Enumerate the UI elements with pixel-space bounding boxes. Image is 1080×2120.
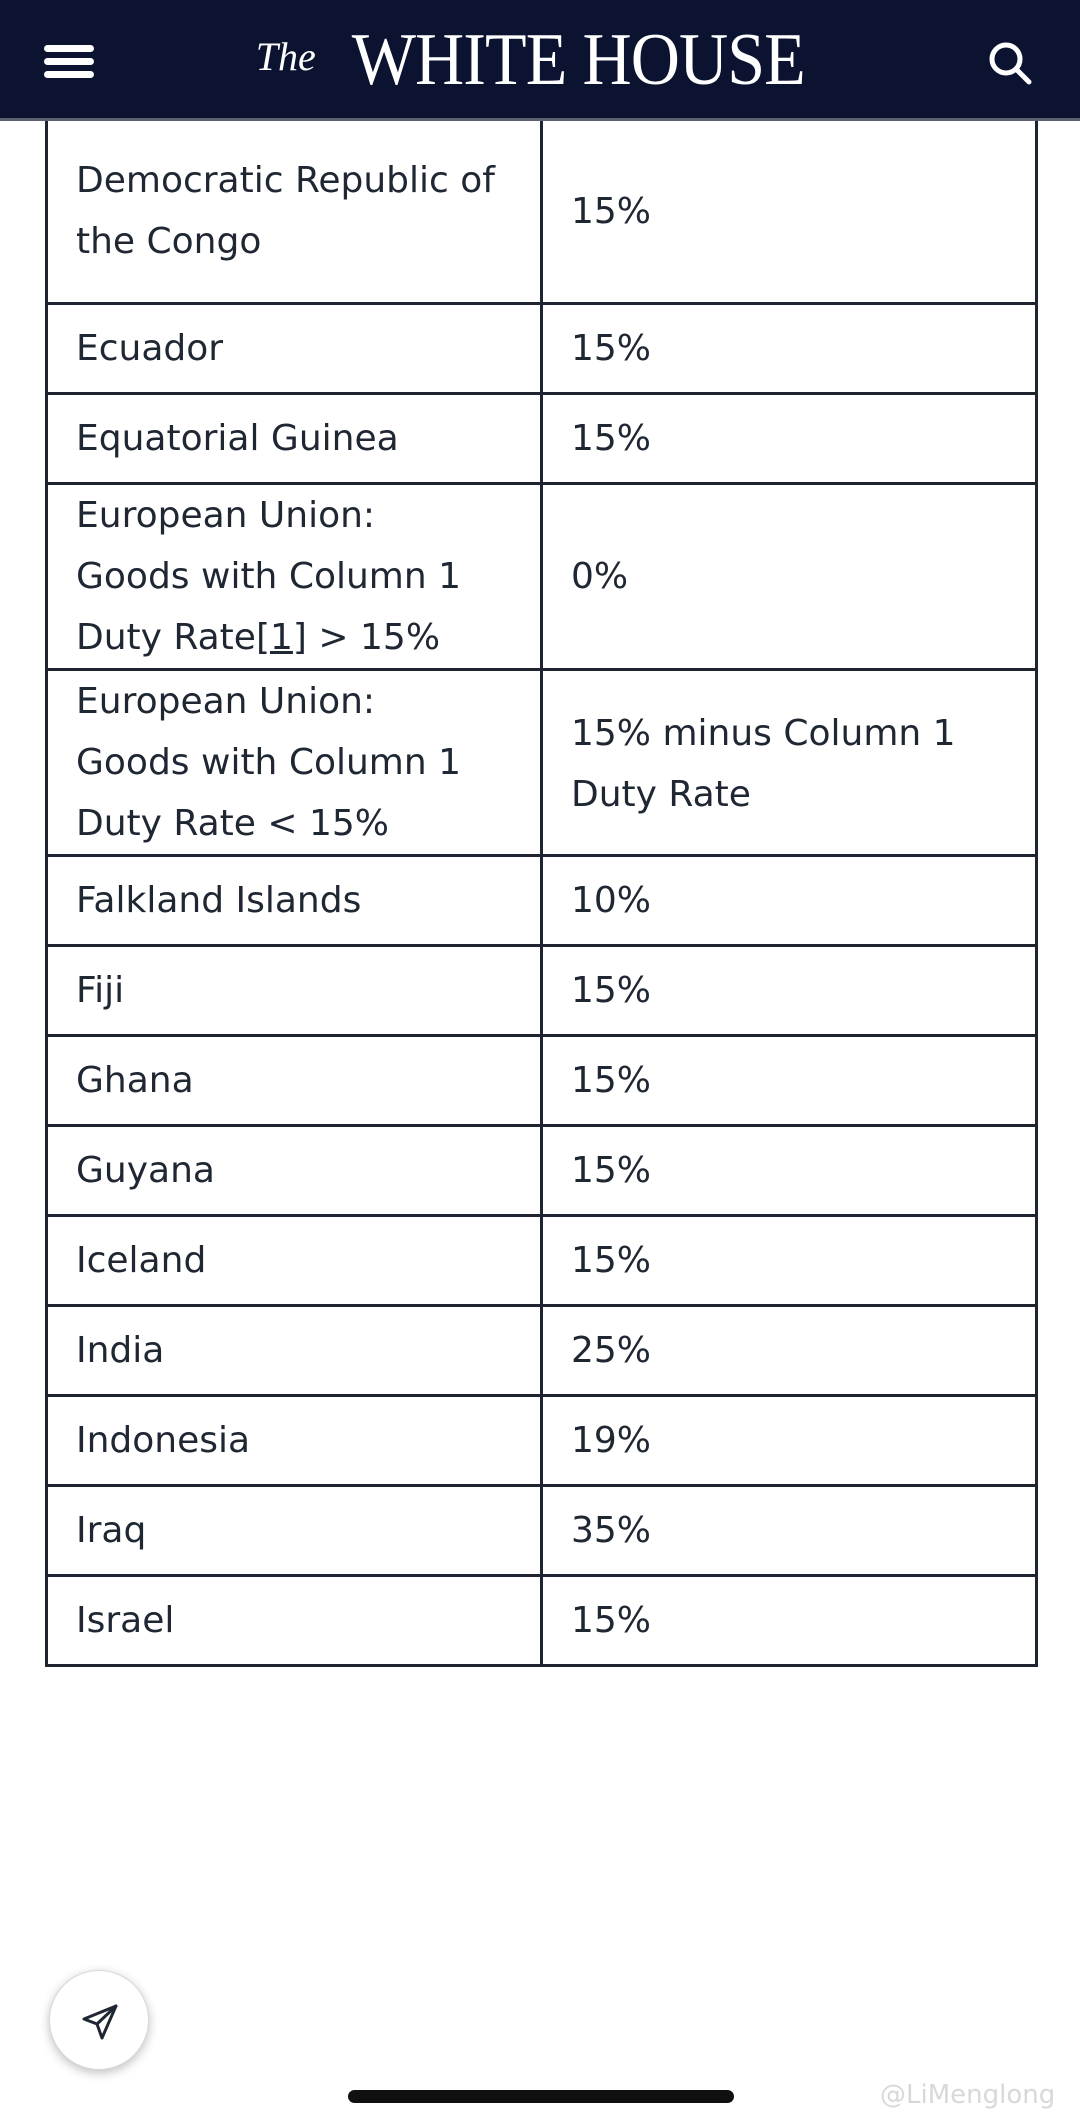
table-row <box>47 1575 1037 1665</box>
country-text-line <box>76 1230 512 1291</box>
country-text: Duty Rate < 15% <box>76 802 390 844</box>
country-text: Iceland <box>76 1239 207 1281</box>
country-text-line <box>76 546 512 607</box>
rate-cell <box>542 1305 1037 1395</box>
country-text-line <box>76 1050 512 1111</box>
country-text: Guyana <box>76 1149 215 1191</box>
country-cell <box>47 1395 542 1485</box>
country-cell <box>47 1575 542 1665</box>
rate-text: 0% <box>571 555 629 597</box>
share-button[interactable] <box>49 1970 149 2070</box>
country-text: Duty Rate <box>76 616 256 658</box>
table-row <box>47 669 1037 855</box>
country-text-line <box>76 408 512 469</box>
country-text-line <box>76 1590 512 1651</box>
rate-cell <box>542 669 1037 855</box>
country-text: Goods with Column 1 <box>76 741 462 783</box>
rate-cell <box>542 1395 1037 1485</box>
rate-text: 19% <box>571 1419 652 1461</box>
country-cell <box>47 1035 542 1125</box>
country-text-line <box>76 150 512 211</box>
search-icon[interactable] <box>985 38 1035 88</box>
logo-prefix: The <box>255 34 316 79</box>
watermark: @LiMenglong <box>880 2080 1056 2110</box>
country-cell <box>47 1305 542 1395</box>
country-text-line <box>76 793 512 854</box>
country-text: Goods with Column 1 <box>76 555 462 597</box>
country-cell <box>47 1485 542 1575</box>
country-text-line <box>76 211 512 272</box>
rate-text: Duty Rate <box>571 773 751 815</box>
country-text: Democratic Republic of <box>76 160 495 202</box>
country-text: Falkland Islands <box>76 879 362 921</box>
country-text-line <box>76 1410 512 1471</box>
rate-text: 15% <box>571 327 652 369</box>
table-row <box>47 1305 1037 1395</box>
country-text: Equatorial Guinea <box>76 417 399 459</box>
rate-text: 15% <box>571 1239 652 1281</box>
table-row <box>47 393 1037 483</box>
table-row <box>47 945 1037 1035</box>
rate-text: 15% <box>571 1599 652 1641</box>
table-row <box>47 1035 1037 1125</box>
rate-cell <box>542 855 1037 945</box>
country-cell <box>47 121 542 303</box>
country-text: India <box>76 1329 165 1371</box>
logo-title: WHITE HOUSE <box>351 19 805 101</box>
footnote-link[interactable]: [1] <box>255 616 307 658</box>
rate-text: 10% <box>571 879 652 921</box>
site-logo[interactable] <box>0 18 1080 103</box>
rate-text: 15% <box>571 417 652 459</box>
table-row <box>47 121 1037 303</box>
rate-text: 35% <box>571 1509 652 1551</box>
table-row <box>47 1125 1037 1215</box>
country-cell <box>47 855 542 945</box>
country-text: Indonesia <box>76 1419 251 1461</box>
rate-cell <box>542 393 1037 483</box>
rate-cell <box>542 1575 1037 1665</box>
country-text-line <box>76 1320 512 1381</box>
tariff-rate-table <box>45 121 1038 1667</box>
rate-text: 15% <box>571 969 652 1011</box>
country-text-line <box>76 607 512 668</box>
country-text: Israel <box>76 1599 175 1641</box>
country-text: Fiji <box>76 969 125 1011</box>
country-text-line <box>76 732 512 793</box>
table-row <box>47 1395 1037 1485</box>
country-cell <box>47 1125 542 1215</box>
rate-cell <box>542 945 1037 1035</box>
rate-cell <box>542 1485 1037 1575</box>
country-text: Iraq <box>76 1509 147 1551</box>
country-cell <box>47 1215 542 1305</box>
country-text-line <box>76 960 512 1021</box>
table-row <box>47 483 1037 669</box>
rate-cell <box>542 121 1037 303</box>
country-cell <box>47 669 542 855</box>
country-text-line <box>76 870 512 931</box>
rate-text: 15% <box>571 190 652 232</box>
country-text: European Union: <box>76 494 376 536</box>
country-cell <box>47 945 542 1035</box>
rate-text: 15% minus Column 1 <box>571 712 956 754</box>
home-indicator[interactable] <box>348 2090 734 2103</box>
country-text-line <box>76 1500 512 1561</box>
rate-cell <box>542 1125 1037 1215</box>
rate-text: 15% <box>571 1059 652 1101</box>
country-text-line <box>76 671 512 732</box>
country-text-suffix: > 15% <box>306 616 441 658</box>
rate-cell <box>542 303 1037 393</box>
country-text: Ghana <box>76 1059 194 1101</box>
rate-cell <box>542 1215 1037 1305</box>
paper-plane-share-icon <box>80 2002 120 2042</box>
country-text: the Congo <box>76 221 262 263</box>
country-text: Ecuador <box>76 327 224 369</box>
table-row <box>47 303 1037 393</box>
country-text-line <box>76 485 512 546</box>
country-text: European Union: <box>76 680 376 722</box>
rate-text: 25% <box>571 1329 652 1371</box>
rate-text: 15% <box>571 1149 652 1191</box>
table-row <box>47 1215 1037 1305</box>
site-header <box>0 0 1080 121</box>
rate-cell <box>542 483 1037 669</box>
country-cell <box>47 303 542 393</box>
rate-cell <box>542 1035 1037 1125</box>
table-row <box>47 1485 1037 1575</box>
country-text-line <box>76 318 512 379</box>
table-row <box>47 855 1037 945</box>
country-cell <box>47 483 542 669</box>
country-cell <box>47 393 542 483</box>
country-text-line <box>76 1140 512 1201</box>
